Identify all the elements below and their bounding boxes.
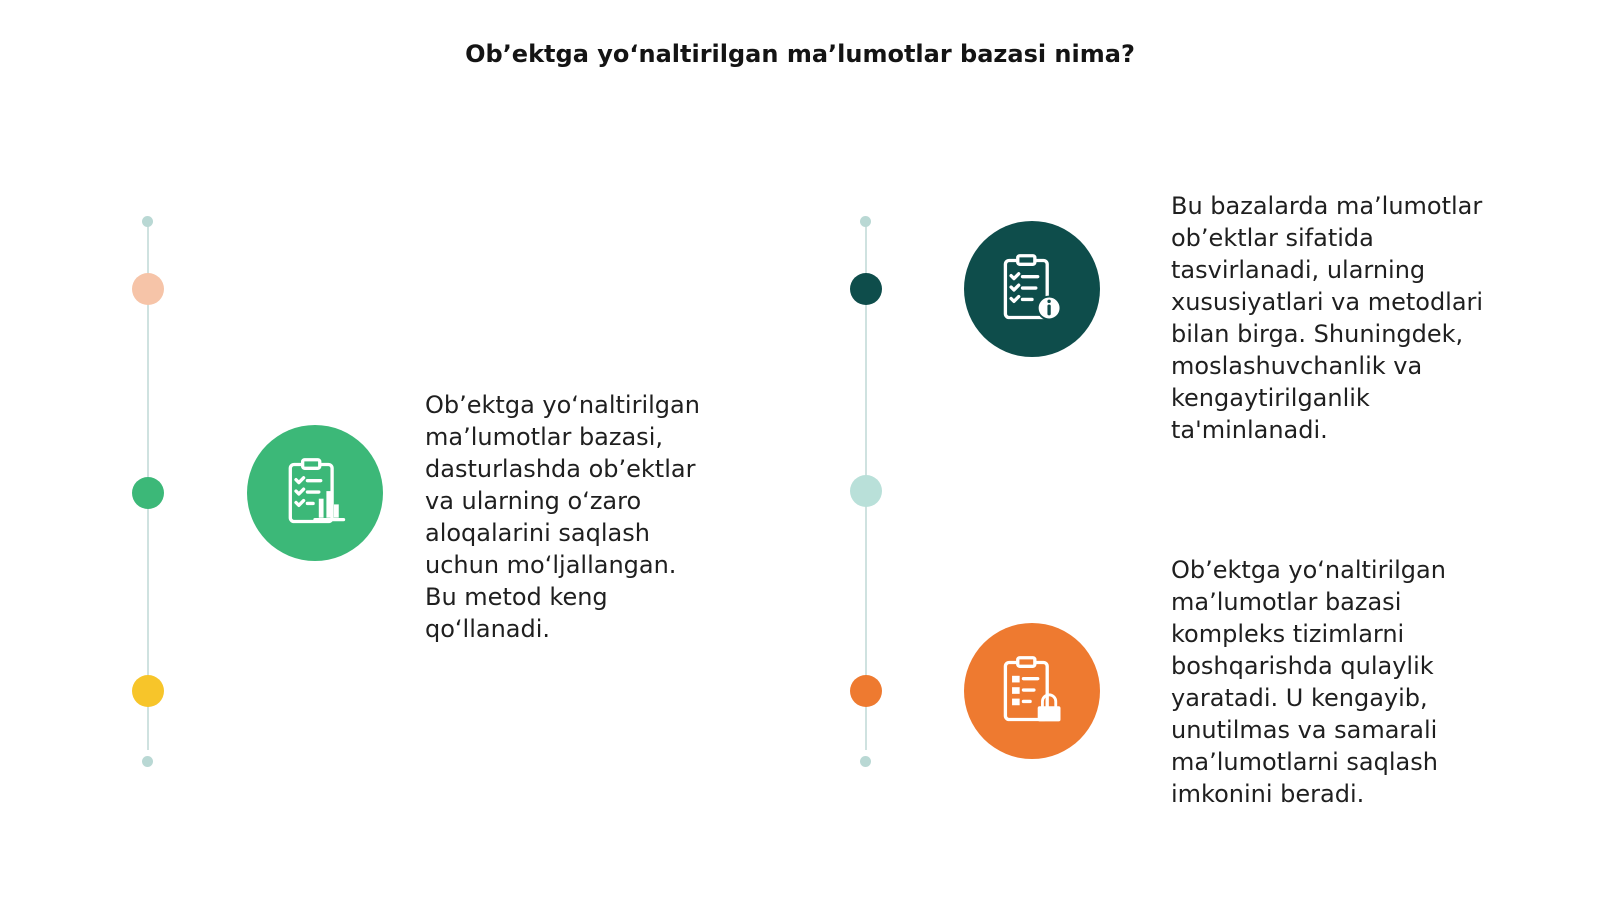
clipboard-info-icon <box>964 221 1100 357</box>
left-timeline-bottom-cap <box>142 756 153 767</box>
item-3-text: Ob’ektga yo‘naltirilgan ma’lumotlar bazasi kompleks tizimlarni boshqarishda qulaylik yaratadi. U kengayib, unutilmas va samarali ma’lumotlarni saqlash imkonini beradi. <box>1171 556 1446 808</box>
left-timeline-top-cap <box>142 216 153 227</box>
right-timeline-top-cap <box>860 216 871 227</box>
left-dot-yellow <box>132 675 164 707</box>
right-dot-dark-teal <box>850 273 882 305</box>
left-dot-peach <box>132 273 164 305</box>
clipboard-lock-icon <box>964 623 1100 759</box>
right-dot-orange <box>850 675 882 707</box>
item-2-text: Bu bazalarda ma’lumotlar ob’ektlar sifatida tasvirlanadi, ularning xususiyatlari va metodlari bilan birga. Shuningdek, moslashuvchanlik va kengaytirilganlik ta'minlanadi. <box>1171 192 1484 444</box>
right-timeline-bottom-cap <box>860 756 871 767</box>
right-dot-light-teal <box>850 475 882 507</box>
left-dot-green <box>132 477 164 509</box>
item-1-text: Ob’ektga yo‘naltirilgan ma’lumotlar bazasi, dasturlashda ob’ektlar va ularning o‘zaro aloqalarini saqlash uchun mo‘ljallangan. Bu metod keng qo‘llanadi. <box>425 391 700 643</box>
clipboard-chart-icon <box>247 425 383 561</box>
page-title: Ob’ektga yo‘naltirilgan ma’lumotlar bazasi nima? <box>465 40 1135 68</box>
